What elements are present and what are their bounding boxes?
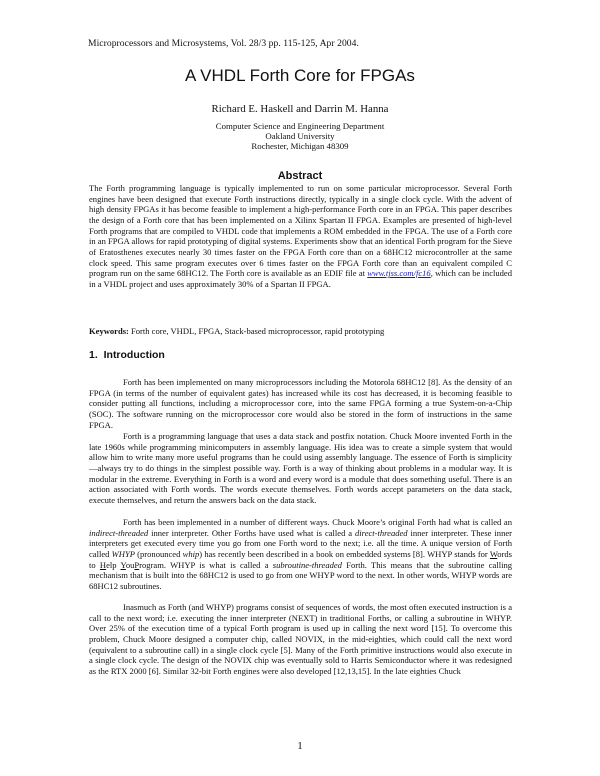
abstract-heading: Abstract (277, 170, 323, 182)
keywords-label: Keywords: (89, 326, 129, 336)
underlined-letter: Y (120, 559, 126, 570)
intro-paragraph-2 (89, 431, 512, 506)
section-heading (89, 349, 165, 361)
paragraph-text: inner interpreter. These inner interpreters get executed every time you go from one Forth word to the next; i.e. all the time. A unique version of Forth called (89, 527, 512, 559)
affiliation-city: Rochester, Michigan 48309 (251, 141, 349, 151)
intro-paragraph-3 (89, 517, 512, 592)
paper-title: A VHDL Forth Core for FPGAs (185, 66, 415, 85)
affiliation-university: Oakland University (265, 131, 335, 141)
emphasis-text: indirect-threaded (89, 527, 149, 538)
keywords-text: Forth core, VHDL, FPGA, Stack-based microprocessor, rapid prototyping (128, 326, 385, 336)
paragraph-text: ) has recently been described in a book on embedded systems [8]. WHYP stands for (199, 548, 490, 559)
emphasis-text: subroutine-threaded (272, 559, 342, 570)
paragraph-text: Inasmuch as Forth (and WHYP) programs consist of sequences of words, the most often executed instruction is a call to the next word; i.e. executing the inner interpreter (NEXT) in traditional Forths, or calling a subroutine in WHYP. Over 25% of the execution time of a typical Forth program is used up in calling the next word [15]. To overcome this problem, Chuck Moore designed a computer chip, called NOVIX, in the mid-eighties, which could call the next word (equivalent to a subroutine call) in a single clock cycle [5]. Many of the Forth primitive instructions would also execute in a single clock cycle. The design of the NOVIX chip was eventually sold to Harris Semiconductor where it was redesigned as the RTX 2000 [6]. Similar 32-bit Forth engines were also developed [12,13,15]. In the late eighties Chuck (89, 602, 512, 676)
underlined-letter: H (99, 559, 107, 570)
paragraph-text: (pronounced (134, 548, 183, 559)
emphasis-text: WHYP (111, 548, 135, 559)
abstract-text-a: The Forth programming language is typically implemented to run on some particular microprocessor. Several Forth engines have been designed that execute Forth instructions directly, typically in a single clock cycle. With the advent of high density FPGAs it has become feasible to implement a high-performance Forth core in an FPGA. This paper describes the design of a Forth core that has been implemented on a Xilinx Spartan II FPGA. Examples are presented of high-level Forth programs that are compiled to VHDL code that implements a ROM embedded in the FPGA. The use of a Forth core in an FPGA allows for rapid prototyping of digital systems. Experiments show that an identical Forth program for the Sieve of Eratosthenes executes nearly 30 times faster on the FPGA Forth core than on a 68HC12 microcontroller at the same clock speed. This same program executes over 6 times faster on the FPGA Forth core than an equivalent compiled C program run on the same 68HC12. The Forth core is available as an EDIF file at (89, 183, 513, 279)
paragraph-text: ords to (89, 548, 512, 570)
edif-link[interactable]: www.tjss.com/fc16 (367, 268, 431, 279)
page-number: 1 (297, 740, 303, 752)
keywords-line (89, 326, 512, 336)
abstract-text-b: , which can be included in a VHDL project and uses approximately 30% of a Spartan II FPGA. (89, 268, 512, 289)
paragraph-text: ou (125, 559, 135, 570)
affiliation-dept: Computer Science and Engineering Department (215, 121, 385, 131)
abstract-body (89, 183, 512, 290)
underlined-letter: W (489, 548, 498, 559)
journal-header: Microprocessors and Microsystems, Vol. 28/3 pp. 115-125, Apr 2004. (88, 38, 359, 49)
intro-paragraph-1 (89, 377, 512, 430)
paragraph-text: Forth. This means that the subroutine calling mechanism that is built into the 68HC12 is used to go from one WHYP word to the next. In other words, WHYP words are 68HC12 subroutines. (89, 559, 512, 591)
paragraph-text: elp (106, 559, 121, 570)
section-number: 1. (89, 349, 98, 361)
author-list: Richard E. Haskell and Darrin M. Hanna (211, 103, 389, 115)
paragraph-text: Forth has been implemented on many microprocessors including the Motorola 68HC12 [8]. As the density of an FPGA (in terms of the number of equivalent gates) has increased while its cost has decreased, it is becoming feasible to consider putting all functions, including a microprocessor core, into the same FPGA forming a true System-on-a-Chip (SOC). The software running on the microprocessor core would also be stored in the form of instructions in the same FPGA. (89, 377, 512, 430)
paragraph-text: Forth has been implemented in a number of different ways. Chuck Moore’s original Forth had what is called an (123, 517, 512, 527)
underlined-letter: P (134, 559, 140, 570)
paragraph-text: rogram. WHYP is what is called a (139, 559, 273, 570)
paragraph-text: Forth is a programming language that uses a data stack and postfix notation. Chuck Moore invented Forth in the late 1960s while programming minicomputers in assembly language. His idea was to create a simple system that would allow him to write many more useful programs than he could using assembly language. The essence of Forth is simplicity—always try to do things in the simplest possible way. Forth is a way of thinking about problems in a modular way. It is modular in the extreme. Everything in Forth is a word and every word is a module that does something useful. There is an action associated with Forth words. The words execute themselves. Forth words accept parameters on the data stack, execute themselves, and return the answers back on the data stack. (89, 431, 512, 505)
section-title: Introduction (103, 349, 165, 361)
intro-paragraph-4 (89, 602, 512, 677)
emphasis-text: whip (182, 548, 200, 559)
emphasis-text: direct-threaded (355, 527, 408, 538)
paragraph-text: inner interpreter. Other Forths have used what is called a (148, 527, 356, 538)
